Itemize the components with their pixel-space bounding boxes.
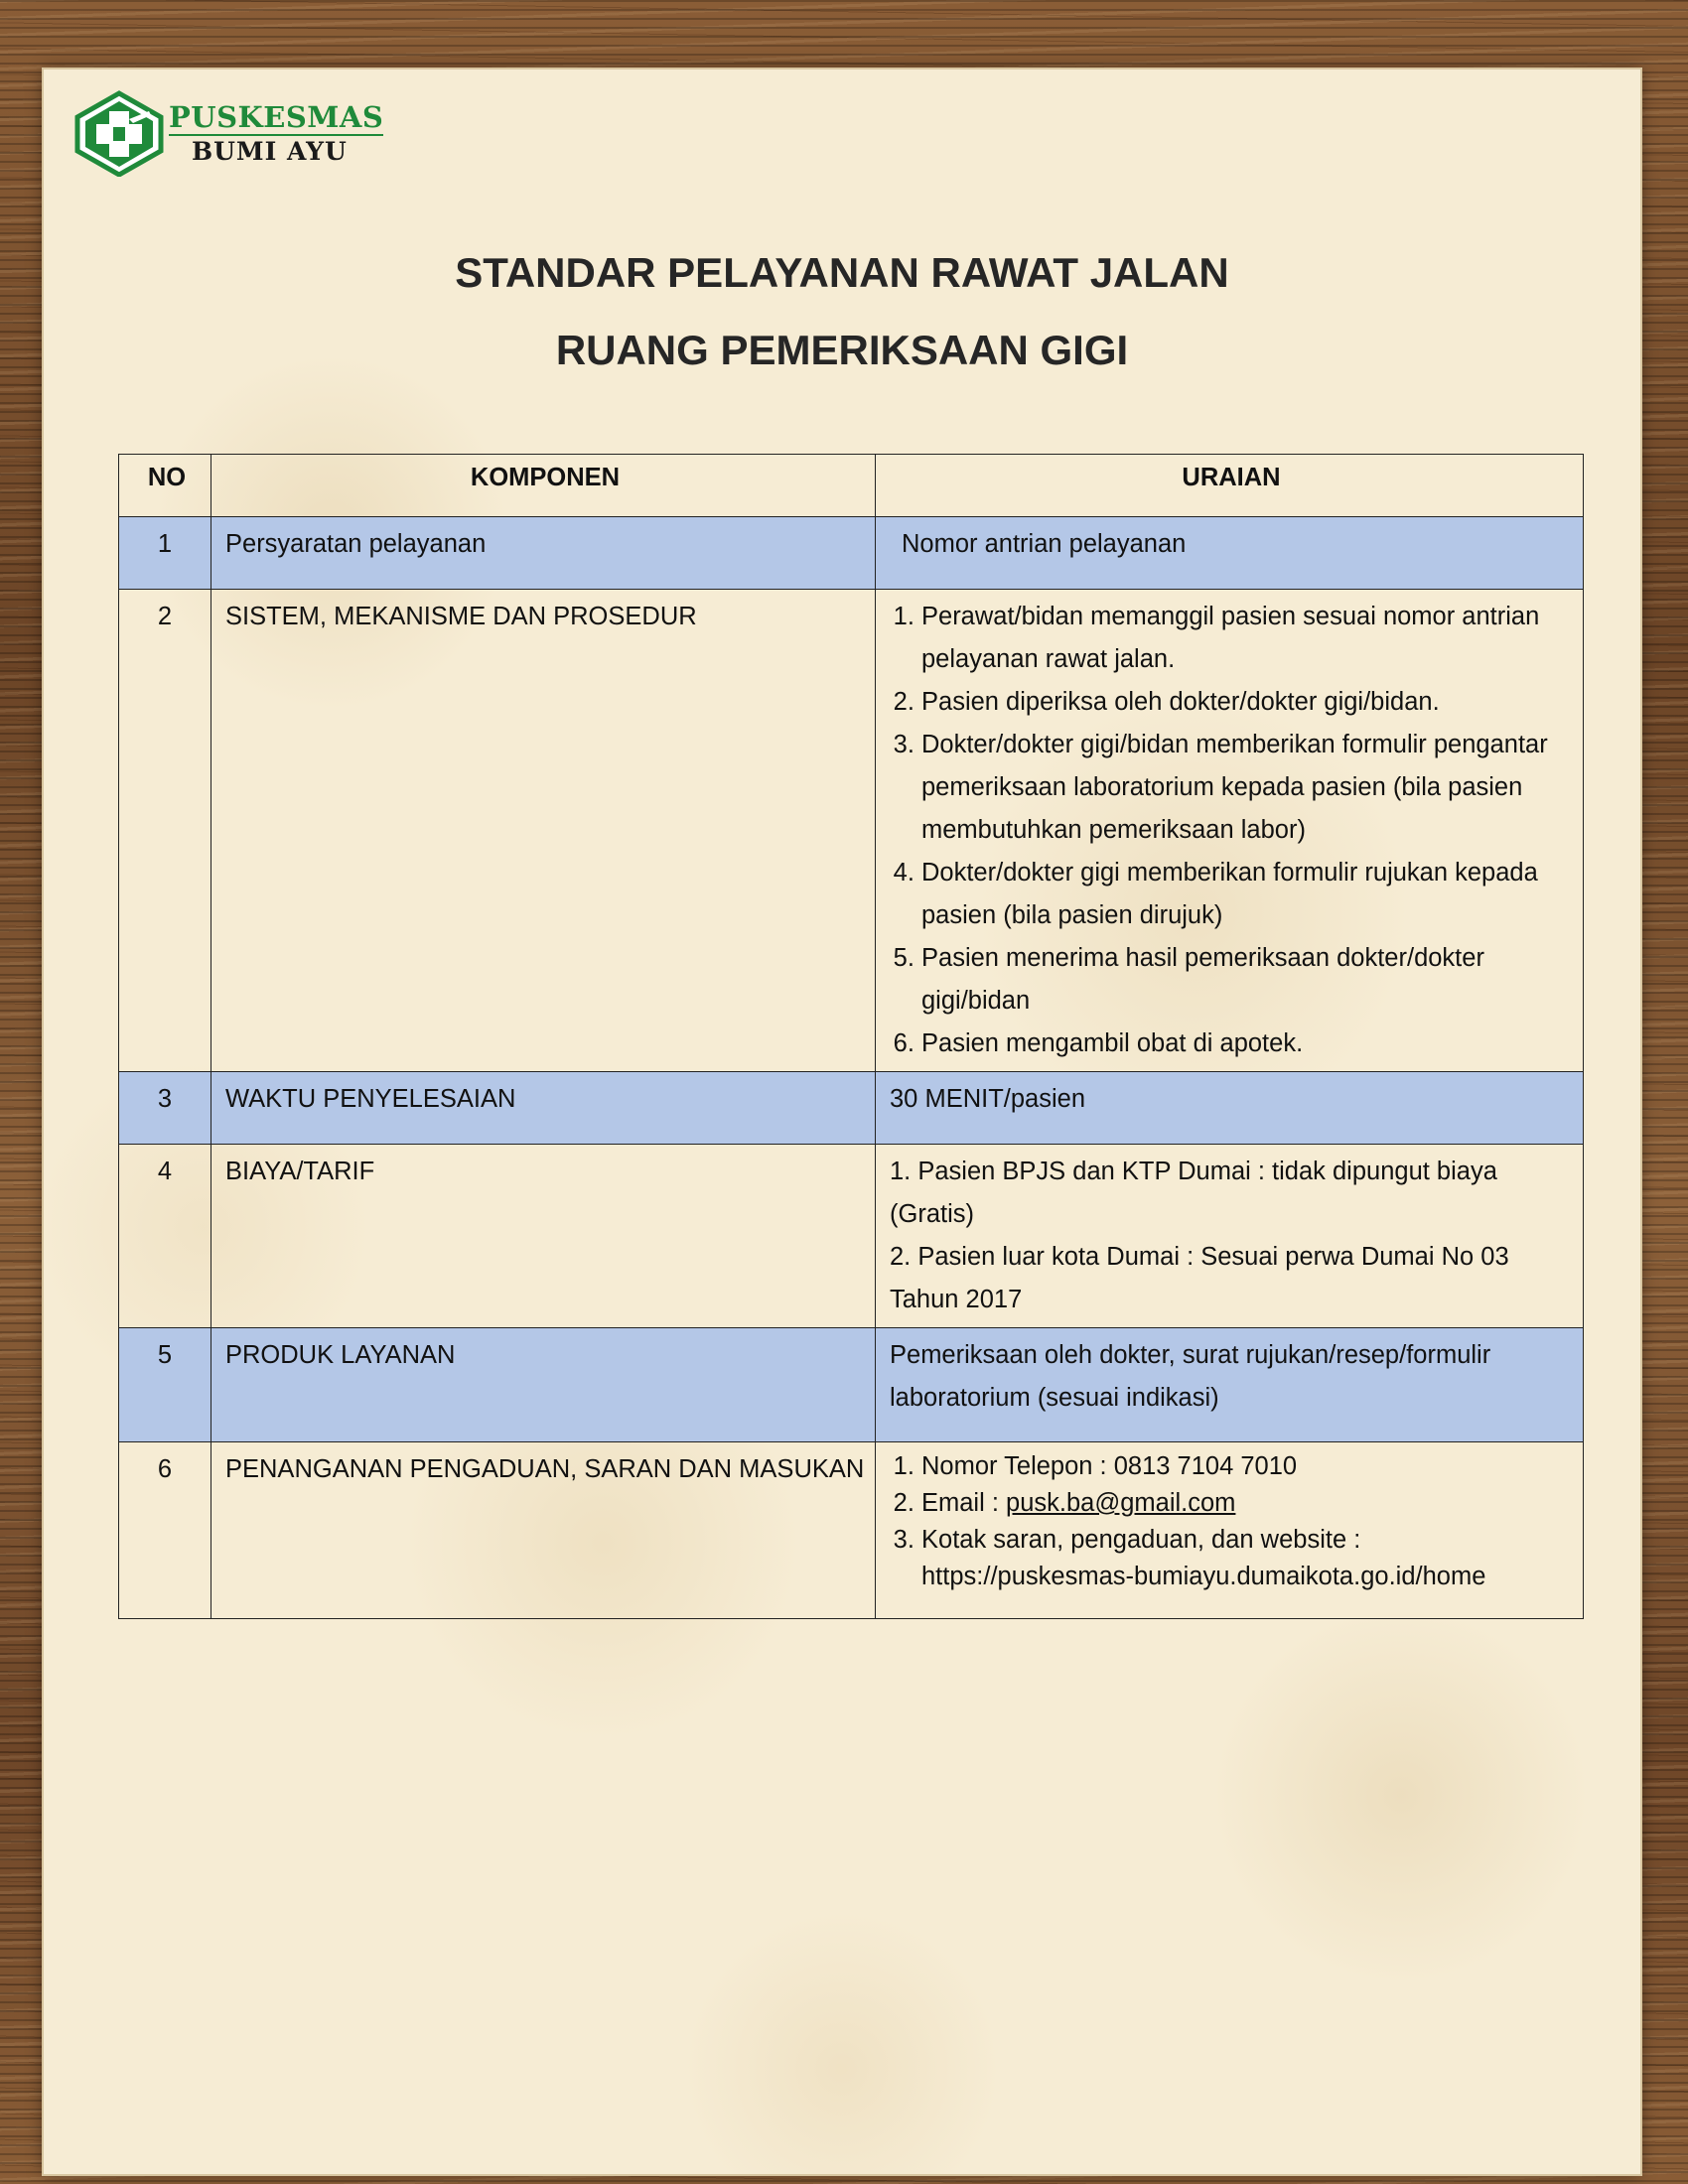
- document-page: [44, 69, 1640, 2174]
- cross-emblem-icon: [71, 89, 167, 177]
- row-uraian: [876, 590, 1584, 1072]
- table-header-row: [119, 455, 1584, 517]
- logo-subtitle: BUMI AYU: [192, 137, 348, 166]
- row-uraian: 30 MENIT/pasien: [876, 1072, 1584, 1145]
- row-komponen: Persyaratan pelayanan: [211, 517, 876, 590]
- row-komponen: BIAYA/TARIF: [211, 1145, 876, 1328]
- contact-list: [890, 1448, 1573, 1595]
- row-number: 4: [119, 1145, 211, 1328]
- logo-name: PUSKESMAS: [169, 100, 384, 134]
- list-item: [921, 1522, 1573, 1595]
- table-row: [119, 1328, 1584, 1442]
- row-number: 6: [119, 1442, 211, 1619]
- website-url[interactable]: https://puskesmas-bumiayu.dumaikota.go.id/home: [921, 1563, 1486, 1590]
- header-no: NO: [119, 455, 211, 517]
- list-item: 6. Pasien mengambil obat di apotek.: [921, 1023, 1573, 1065]
- table-row: [119, 517, 1584, 590]
- header-komponen: KOMPONEN: [211, 455, 876, 517]
- list-item: 5. Pasien menerima hasil pemeriksaan dokter/dokter gigi/bidan: [921, 937, 1573, 1023]
- list-item: 1. Perawat/bidan memanggil pasien sesuai nomor antrian pelayanan rawat jalan.: [921, 596, 1573, 681]
- list-item: [921, 1485, 1573, 1522]
- email-link[interactable]: pusk.ba@gmail.com: [1006, 1489, 1236, 1517]
- table-row: [119, 1072, 1584, 1145]
- row-komponen: PENANGANAN PENGADUAN, SARAN DAN MASUKAN: [211, 1442, 876, 1619]
- service-standard-table: [118, 454, 1584, 1619]
- list-item: 2. Pasien diperiksa oleh dokter/dokter gigi/bidan.: [921, 681, 1573, 724]
- uraian-text: Nomor antrian pelayanan: [902, 530, 1187, 558]
- row-number: 3: [119, 1072, 211, 1145]
- tariff-item: 1. Pasien BPJS dan KTP Dumai : tidak dipungut biaya (Gratis): [890, 1158, 1497, 1228]
- tariff-item: 2. Pasien luar kota Dumai : Sesuai perwa Dumai No 03 Tahun 2017: [890, 1243, 1509, 1313]
- row-komponen: PRODUK LAYANAN: [211, 1328, 876, 1442]
- row-komponen: SISTEM, MEKANISME DAN PROSEDUR: [211, 590, 876, 1072]
- row-uraian: [876, 1145, 1584, 1328]
- row-uraian: Pemeriksaan oleh dokter, surat rujukan/resep/formulir laboratorium (sesuai indikasi): [876, 1328, 1584, 1442]
- table-row: [119, 1442, 1584, 1619]
- row-number: 2: [119, 590, 211, 1072]
- row-komponen: WAKTU PENYELESAIAN: [211, 1072, 876, 1145]
- procedure-list: [890, 596, 1573, 1065]
- list-item: 4. Dokter/dokter gigi memberikan formulir rujukan kepada pasien (bila pasien dirujuk): [921, 852, 1573, 937]
- page-title: STANDAR PELAYANAN RAWAT JALAN: [455, 249, 1229, 296]
- row-number: 5: [119, 1328, 211, 1442]
- email-label: Email :: [921, 1489, 1007, 1517]
- row-number: 1: [119, 517, 211, 590]
- page-subtitle: RUANG PEMERIKSAAN GIGI: [555, 327, 1129, 373]
- table-row: [119, 590, 1584, 1072]
- header-uraian: URAIAN: [876, 455, 1584, 517]
- row-uraian: [876, 1442, 1584, 1619]
- list-item: 1. Nomor Telepon : 0813 7104 7010: [921, 1448, 1573, 1485]
- row-uraian: [876, 517, 1584, 590]
- puskesmas-logo: [71, 89, 384, 179]
- website-label: Kotak saran, pengaduan, dan website :: [921, 1526, 1361, 1554]
- table-row: [119, 1145, 1584, 1328]
- list-item: 3. Dokter/dokter gigi/bidan memberikan formulir pengantar pemeriksaan laboratorium kepada pasien (bila pasien membutuhkan pemeriksaan labor): [921, 724, 1573, 852]
